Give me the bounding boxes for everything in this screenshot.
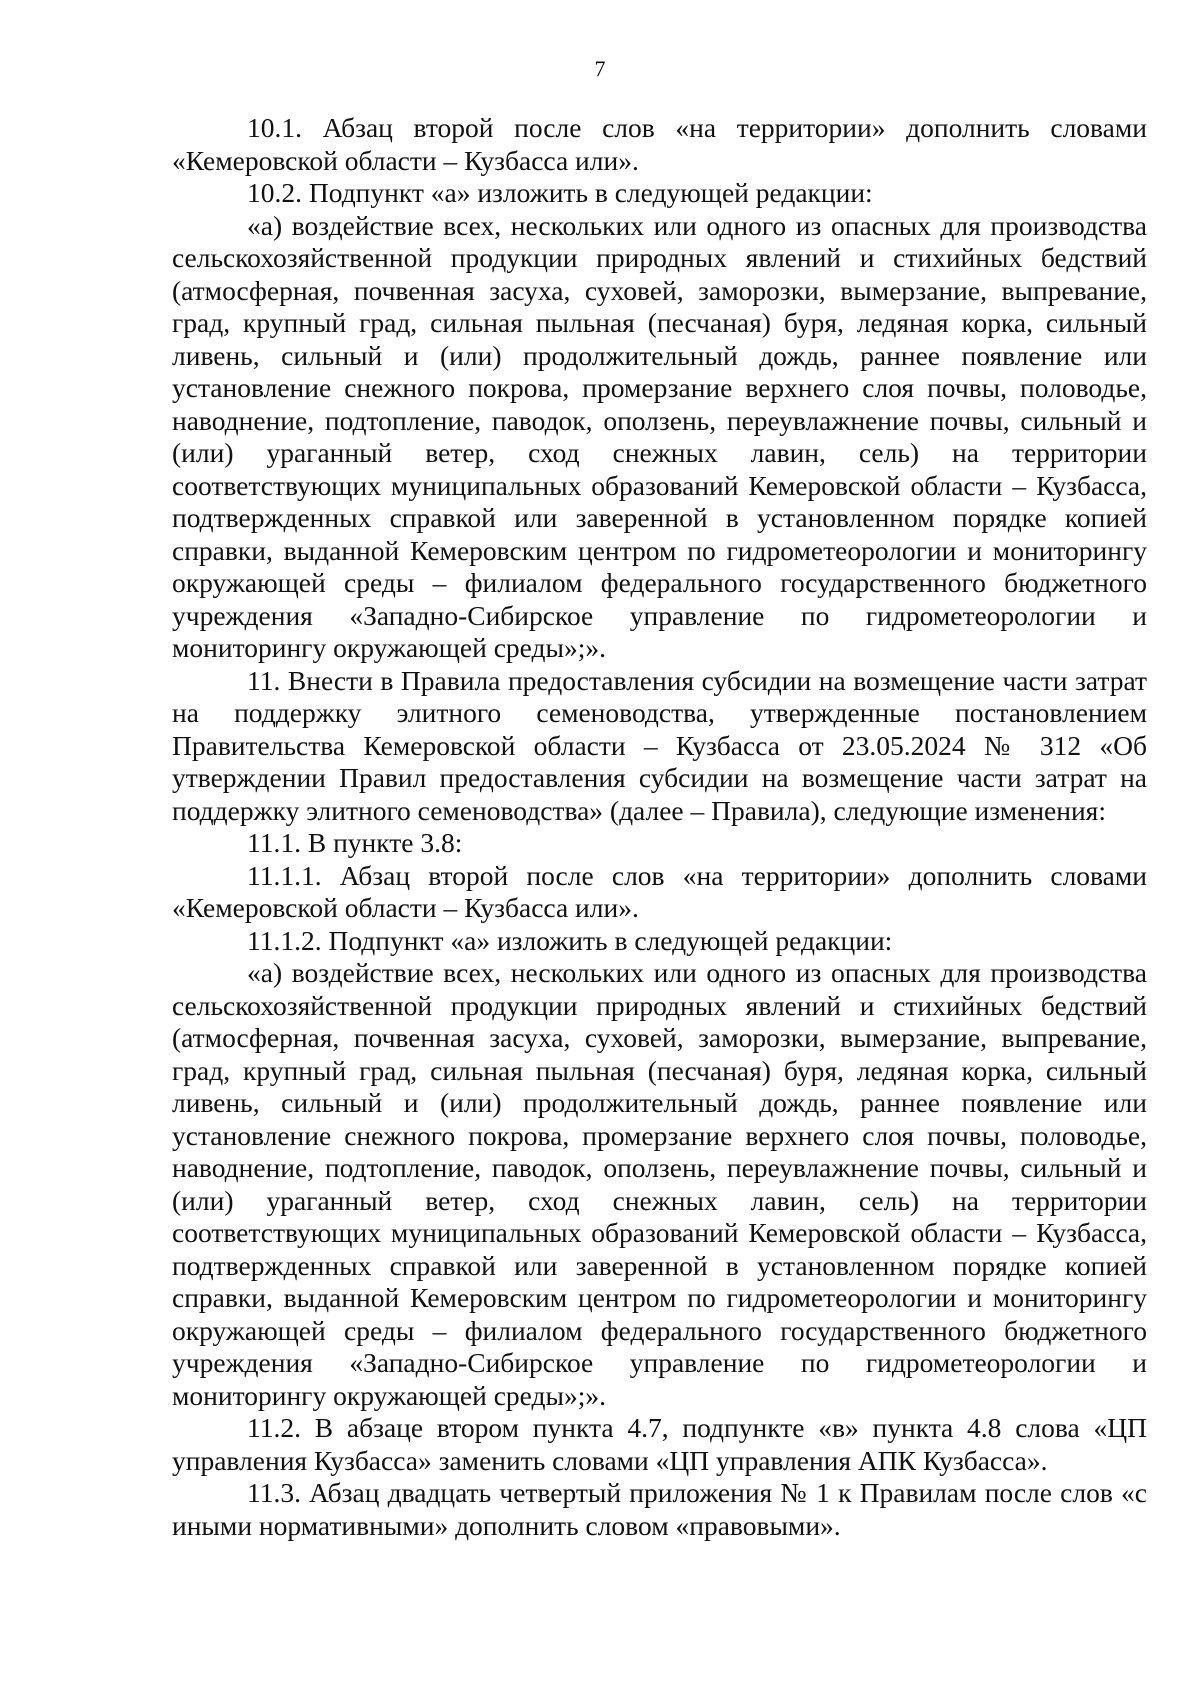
paragraph-10-2-text: «а) воздействие всех, нескольких или одного из опасных для производства сельскохозяйственной продукции природных явлений и стихийных бедствий (атмосферная, почвенная засуха, суховей, заморозки, вымерзание, выпревание, град, крупный град, сильная пыльная (песчаная) буря, ледяная корка, сильный ливень, сильный и (или) продолжительный дождь, раннее появление или установление снежного покрова, промерзание верхнего слоя почвы, половодье, наводнение, подтопление, паводок, оползень, переувлажнение почвы, сильный и (или) ураганный ветер, сход снежных лавин, сель) на территории соответствующих муниципальных образований Кемеровской области – Кузбасса, подтвержденных справкой или заверенной в установленном порядке копией справки, выданной Кемеровским центром по гидрометеорологии и мониторингу окружающей среды – филиалом федерального государственного бюджетного учреждения «Западно-Сибирское управление по гидрометеорологии и мониторингу окружающей среды»;». [172, 209, 1147, 663]
page-number: 7 [594, 56, 606, 81]
document-body [172, 112, 1147, 1542]
paragraph-11-1-2: 11.1.2. Подпункт «а» изложить в следующей редакции: [247, 924, 893, 956]
paragraph-11-2: 11.2. В абзаце втором пункта 4.7, подпункте «в» пункта 4.8 слова «ЦП управления Кузбасса» заменить словами «ЦП управления АПК Кузбасса». [172, 1412, 1147, 1476]
paragraph-10-2: 10.2. Подпункт «а» изложить в следующей редакции: [247, 177, 873, 208]
paragraph-11-3: 11.3. Абзац двадцать четвертый приложения № 1 к Правилам после слов «с иными нормативными» дополнить словом «правовыми». [172, 1477, 1147, 1541]
paragraph-11: 11. Внести в Правила предоставления субсидии на возмещение части затрат на поддержку элитного семеноводства, утвержденные постановлением Правительства Кемеровской области – Кузбасса от 23.05.2024 № 312 «Об утверждении Правил предоставления субсидии на возмещение части затрат на поддержку элитного семеноводства» (далее – Правила), следующие изменения: [172, 664, 1147, 826]
paragraph-11-1-1: 11.1.1. Абзац второй после слов «на территории» дополнить словами «Кемеровской области – Кузбасса или». [172, 859, 1147, 923]
paragraph-11-1-2-text: «а) воздействие всех, нескольких или одного из опасных для производства сельскохозяйственной продукции природных явлений и стихийных бедствий (атмосферная, почвенная засуха, суховей, заморозки, вымерзание, выпревание, град, крупный град, сильная пыльная (песчаная) буря, ледяная корка, сильный ливень, сильный и (или) продолжительный дождь, раннее появление или установление снежного покрова, промерзание верхнего слоя почвы, половодье, наводнение, подтопление, паводок, оползень, переувлажнение почвы, сильный и (или) ураганный ветер, сход снежных лавин, сель) на территории соответствующих муниципальных образований Кемеровской области – Кузбасса, подтвержденных справкой или заверенной в установленном порядке копией справки, выданной Кемеровским центром по гидрометеорологии и мониторингу окружающей среды – филиалом федерального государственного бюджетного учреждения «Западно-Сибирское управление по гидрометеорологии и мониторингу окружающей среды»;». [172, 957, 1147, 1411]
paragraph-11-1: 11.1. В пункте 3.8: [247, 827, 463, 858]
paragraph-10-1: 10.1. Абзац второй после слов «на территории» дополнить словами «Кемеровской области – Кузбасса или». [172, 112, 1147, 176]
